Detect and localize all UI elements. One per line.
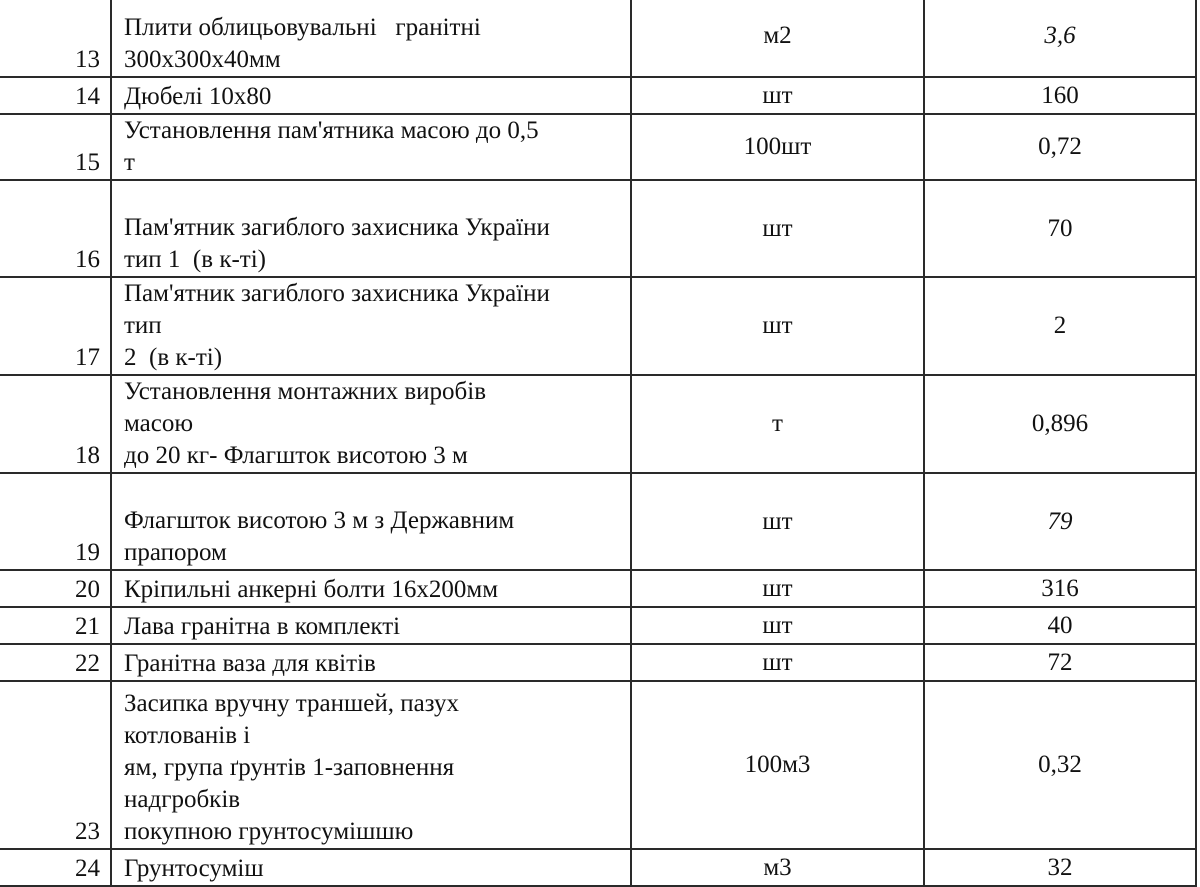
unit-of-measure: шт: [631, 644, 924, 681]
row-number: 13: [0, 0, 111, 77]
unit-of-measure: шт: [631, 607, 924, 644]
item-name: [111, 607, 631, 644]
item-name: [111, 473, 631, 570]
quantity: 32: [924, 849, 1196, 886]
item-name-line: до 20 кг- Флагшток висотою 3 м: [124, 442, 468, 469]
table-row: [0, 180, 1196, 277]
unit-of-measure: шт: [631, 180, 924, 277]
row-number: 24: [0, 849, 111, 886]
table-row: [0, 77, 1196, 114]
quantity: 79: [924, 473, 1196, 570]
item-name-line: Лава гранітна в комплекті: [124, 613, 401, 640]
table-row: [0, 570, 1196, 607]
quantity: 3,6: [924, 0, 1196, 77]
quantity: 160: [924, 77, 1196, 114]
table-row: [0, 644, 1196, 681]
item-name-line: Флагшток висотою 3 м з Державним: [124, 507, 515, 534]
unit-of-measure: шт: [631, 570, 924, 607]
row-number: 15: [0, 114, 111, 180]
table-row: [0, 277, 1196, 375]
row-number: 21: [0, 607, 111, 644]
unit-of-measure: шт: [631, 277, 924, 375]
item-name-line: ям, група ґрунтів 1-заповнення: [124, 754, 455, 781]
quantity: 40: [924, 607, 1196, 644]
quantity: 0,896: [924, 375, 1196, 473]
row-number: 18: [0, 375, 111, 473]
item-name: [111, 0, 631, 77]
quantity: 0,32: [924, 681, 1196, 849]
unit-of-measure: т: [631, 375, 924, 473]
quantity: 72: [924, 644, 1196, 681]
row-number: 17: [0, 277, 111, 375]
item-name-line: тип 1 (в к-ті): [124, 246, 266, 273]
item-name: [111, 277, 631, 375]
item-name: [111, 375, 631, 473]
item-name-line: Пам'ятник загиблого захисника України: [124, 280, 550, 307]
item-name: [111, 180, 631, 277]
item-name-line: 300х300х40мм: [124, 46, 281, 73]
item-name-line: надгробків: [124, 786, 241, 813]
quantity: 2: [924, 277, 1196, 375]
unit-of-measure: м3: [631, 849, 924, 886]
item-name: [111, 681, 631, 849]
item-name: [111, 114, 631, 180]
unit-of-measure: 100шт: [631, 114, 924, 180]
item-name-line: Кріпильні анкерні болти 16х200мм: [124, 576, 499, 603]
item-name-line: тип: [124, 312, 162, 339]
item-name: [111, 849, 631, 886]
item-name-line: масою: [124, 410, 194, 437]
table-row: [0, 375, 1196, 473]
item-name-line: Засипка вручну траншей, пазух: [124, 690, 460, 717]
table-row: [0, 473, 1196, 570]
item-name: [111, 570, 631, 607]
row-number: 23: [0, 681, 111, 849]
unit-of-measure: шт: [631, 473, 924, 570]
item-name: [111, 77, 631, 114]
row-number: 22: [0, 644, 111, 681]
unit-of-measure: 100м3: [631, 681, 924, 849]
item-name-line: т: [124, 149, 135, 176]
item-name-line: Дюбелі 10х80: [124, 83, 272, 110]
quantity: 70: [924, 180, 1196, 277]
item-name-line: Пам'ятник загиблого захисника України: [124, 214, 550, 241]
row-number: 14: [0, 77, 111, 114]
table-row: [0, 849, 1196, 886]
table-row: [0, 0, 1196, 77]
item-name-line: Плити облицьовувальні гранітні: [124, 14, 481, 41]
item-name-line: Грунтосуміш: [124, 855, 264, 882]
item-name-line: 2 (в к-ті): [124, 344, 223, 371]
item-name-line: Установлення пам'ятника масою до 0,5: [124, 117, 539, 144]
unit-of-measure: м2: [631, 0, 924, 77]
item-name-line: прапором: [124, 539, 227, 566]
item-name-line: котлованів і: [124, 722, 251, 749]
item-name-line: Гранітна ваза для квітів: [124, 650, 376, 677]
item-name-line: Установлення монтажних виробів: [124, 378, 487, 405]
quantity: 316: [924, 570, 1196, 607]
row-number: 16: [0, 180, 111, 277]
table-row: [0, 607, 1196, 644]
item-name-line: покупною грунтосумішшю: [124, 818, 414, 845]
unit-of-measure: шт: [631, 77, 924, 114]
row-number: 20: [0, 570, 111, 607]
item-name: [111, 644, 631, 681]
quantity: 0,72: [924, 114, 1196, 180]
table-row: [0, 681, 1196, 849]
row-number: 19: [0, 473, 111, 570]
table-row: [0, 114, 1196, 180]
